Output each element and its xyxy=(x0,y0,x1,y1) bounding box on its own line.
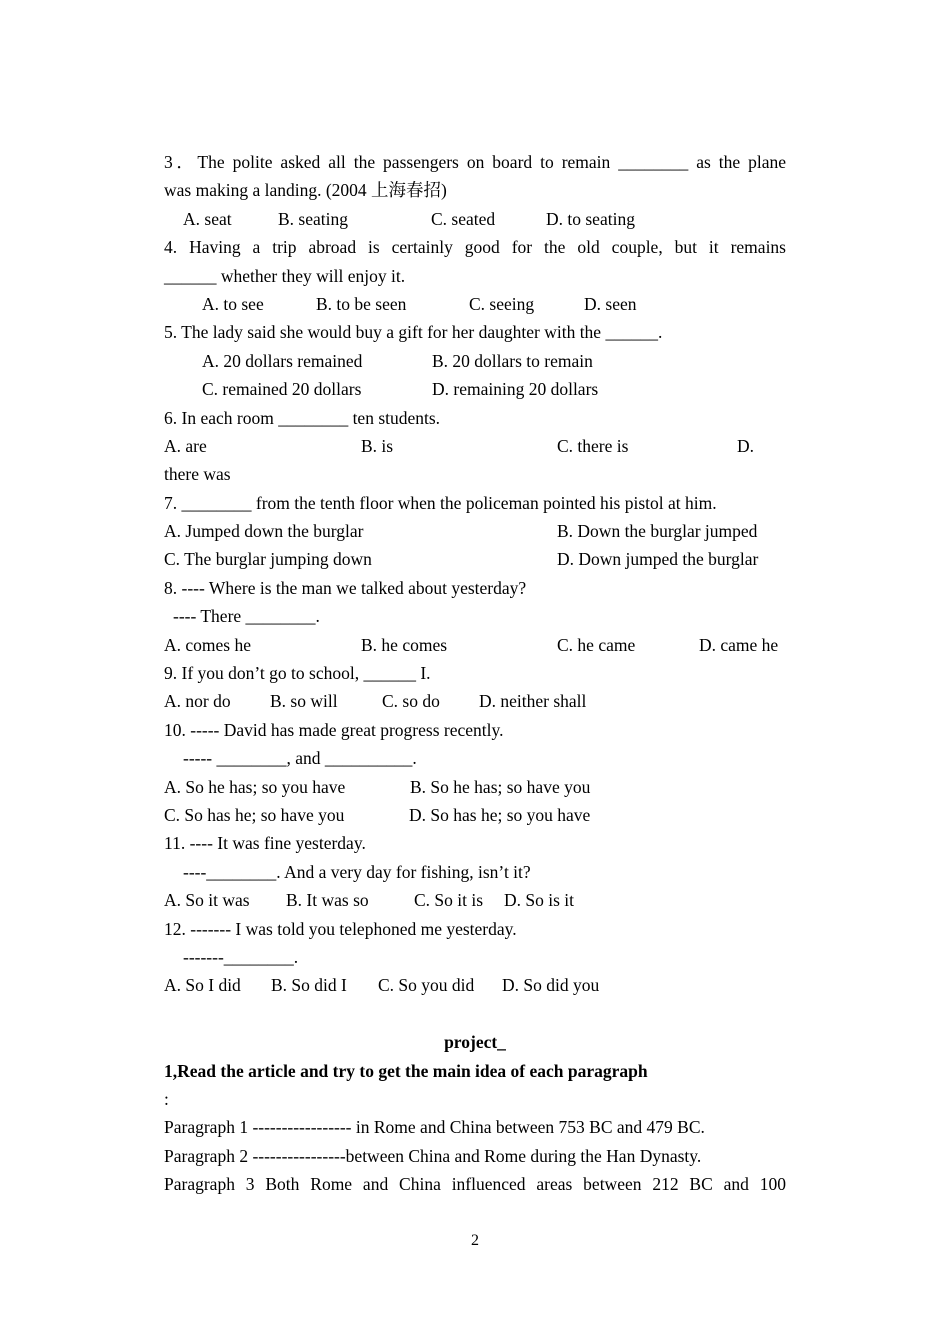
paragraph-2-summary: Paragraph 2 ----------------between China and Rome during the Han Dynasty. xyxy=(164,1145,702,1166)
question-10-options-row2 xyxy=(164,801,786,829)
option-c: C. seeing xyxy=(469,293,535,314)
option-c: C. The burglar jumping down xyxy=(164,549,372,570)
option-d: D. seen xyxy=(584,293,637,314)
option-b: B. to be seen xyxy=(316,293,407,314)
question-8-stem: 8. ---- Where is the man we talked about yesterday? xyxy=(164,577,527,598)
option-a: A. seat xyxy=(183,208,232,229)
option-d: D. So did you xyxy=(502,975,600,996)
question-12-options xyxy=(164,971,786,999)
project-task: 1,Read the article and try to get the main idea of each paragraph xyxy=(164,1060,648,1081)
option-a: A. Jumped down the burglar xyxy=(164,521,364,542)
option-b: B. It was so xyxy=(286,890,369,911)
option-a: A. 20 dollars remained xyxy=(202,350,363,371)
option-b: B. he comes xyxy=(361,634,448,655)
option-c: C. so do xyxy=(382,691,440,712)
question-6-option-d-wrap: there was xyxy=(164,464,231,485)
question-11-stem-cont: ----________. And a very day for fishing, isn’t it? xyxy=(183,861,531,882)
option-d: D. Down jumped the burglar xyxy=(557,549,759,570)
option-c: C. So has he; so have you xyxy=(164,804,345,825)
option-d: D. came he xyxy=(699,634,779,655)
option-a: A. to see xyxy=(202,293,264,314)
question-11-options xyxy=(164,886,786,914)
option-a: A. So he has; so you have xyxy=(164,776,346,797)
option-c: C. So you did xyxy=(378,975,475,996)
option-a: A. So it was xyxy=(164,890,250,911)
question-10-options-row1 xyxy=(164,773,786,801)
question-8-options xyxy=(164,631,786,659)
paragraph-1-summary: Paragraph 1 ----------------- in Rome and China between 753 BC and 479 BC. xyxy=(164,1117,705,1138)
question-12-stem: 12. ------- I was told you telephoned me yesterday. xyxy=(164,918,517,939)
question-11-stem: 11. ---- It was fine yesterday. xyxy=(164,833,366,854)
paragraph-3-summary: Paragraph 3 Both Rome and China influenced areas between 212 BC and 100 xyxy=(164,1174,786,1195)
option-a: A. nor do xyxy=(164,691,231,712)
question-5-options-row1 xyxy=(164,347,786,375)
option-d: D. to seating xyxy=(546,208,635,229)
question-7-options-row1 xyxy=(164,517,786,545)
question-4-stem: 4. Having a trip abroad is certainly good for the old couple, but it remains xyxy=(164,237,786,258)
project-title: project_ xyxy=(444,1032,506,1053)
option-a: A. So I did xyxy=(164,975,241,996)
question-4-options xyxy=(164,290,786,318)
option-d: D. So is it xyxy=(504,890,575,911)
option-d: D. remaining 20 dollars xyxy=(432,379,599,400)
option-c: C. remained 20 dollars xyxy=(202,379,362,400)
option-a: A. are xyxy=(164,435,207,456)
question-8-stem-cont: ---- There ________. xyxy=(173,606,320,627)
project-colon: : xyxy=(164,1088,169,1109)
question-12-stem-cont: -------________. xyxy=(183,946,299,967)
question-10-stem: 10. ----- David has made great progress recently. xyxy=(164,719,504,740)
option-b: B. so will xyxy=(270,691,338,712)
question-3-stem: 3．The polite asked all the passengers on board to remain ________ as the plane xyxy=(164,152,786,172)
question-9-stem: 9. If you don’t go to school, ______ I. xyxy=(164,663,431,684)
option-b: B. So he has; so have you xyxy=(410,776,591,797)
page-number: 2 xyxy=(471,1232,479,1249)
option-b: B. is xyxy=(361,435,394,456)
option-d: D. xyxy=(737,435,755,456)
option-b: B. seating xyxy=(278,208,348,229)
question-3-stem-cont: was making a landing. (2004 上海春招) xyxy=(164,180,447,201)
question-10-stem-cont: ----- ________, and __________. xyxy=(183,748,417,769)
question-3-options xyxy=(164,205,786,233)
option-b: B. 20 dollars to remain xyxy=(432,350,593,371)
question-5-options-row2 xyxy=(164,375,786,403)
option-b: B. Down the burglar jumped xyxy=(557,521,758,542)
option-c: C. there is xyxy=(557,435,629,456)
worksheet-page xyxy=(164,148,786,1198)
question-6-options xyxy=(164,432,786,460)
question-6-stem: 6. In each room ________ ten students. xyxy=(164,407,441,428)
option-b: B. So did I xyxy=(271,975,347,996)
question-9-options xyxy=(164,687,786,715)
option-c: C. he came xyxy=(557,634,636,655)
spacer xyxy=(164,1000,786,1028)
question-7-options-row2 xyxy=(164,545,786,573)
question-5-stem: 5. The lady said she would buy a gift for her daughter with the ______. xyxy=(164,322,663,343)
question-7-stem: 7. ________ from the tenth floor when the policeman pointed his pistol at him. xyxy=(164,492,717,513)
option-c: C. So it is xyxy=(414,890,484,911)
option-d: D. neither shall xyxy=(479,691,587,712)
question-4-stem-cont: ______ whether they will enjoy it. xyxy=(164,265,406,286)
option-c: C. seated xyxy=(431,208,496,229)
option-d: D. So has he; so you have xyxy=(409,804,591,825)
option-a: A. comes he xyxy=(164,634,251,655)
